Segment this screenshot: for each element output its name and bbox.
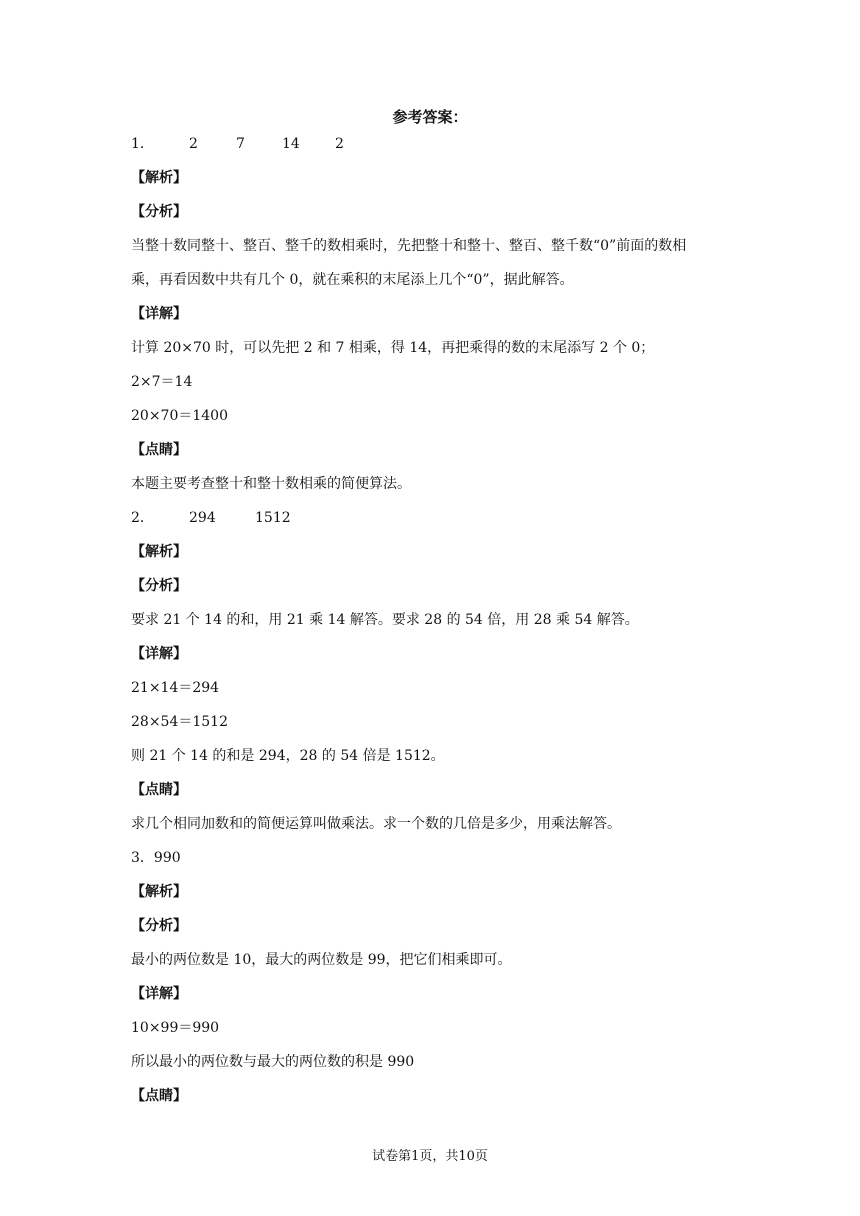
q1-comment: 本题主要考查整十和整十数相乘的简便算法。 [131, 476, 411, 492]
q3-dianjing-heading: 【点睛】 [131, 1088, 187, 1104]
q3-detail-line-2: 所以最小的两位数与最大的两位数的积是 990 [131, 1054, 415, 1070]
q1-answer-3: 14 [282, 136, 300, 152]
q3-number: 3． [131, 850, 154, 866]
q3-xiangjie-heading: 【详解】 [131, 986, 187, 1002]
q2-dianjing-heading: 【点睛】 [131, 782, 187, 798]
q3-detail-line-1: 10×99＝990 [131, 1020, 220, 1036]
q1-number: 1． [131, 136, 154, 152]
q1-detail-line-2: 2×7＝14 [131, 374, 193, 390]
q1-detail-line-1: 计算 20×70 时，可以先把 2 和 7 相乘，得 14，再把乘得的数的末尾添写 2 个 0； [131, 340, 655, 356]
page-footer: 试卷第1页，共10页 [372, 1149, 488, 1164]
q1-answer-1: 2 [189, 136, 198, 152]
q2-detail-line-1: 21×14＝294 [131, 680, 220, 696]
q1-fenxi-heading: 【分析】 [131, 204, 187, 220]
q2-jiexi-heading: 【解析】 [131, 544, 187, 560]
q2-xiangjie-heading: 【详解】 [131, 646, 187, 662]
q3-answer-line [131, 847, 181, 869]
q2-comment: 求几个相同加数和的简便运算叫做乘法。求一个数的几倍是多少，用乘法解答。 [131, 816, 621, 832]
q1-dianjing-heading: 【点睛】 [131, 442, 187, 458]
q2-fenxi-heading: 【分析】 [131, 578, 187, 594]
q1-xiangjie-heading: 【详解】 [131, 306, 187, 322]
page-title: 参考答案： [392, 108, 468, 126]
q1-analysis-line-2: 乘，再看因数中共有几个 0，就在乘积的末尾添上几个“0”，据此解答。 [131, 272, 574, 288]
q2-answer-2: 1512 [255, 510, 291, 526]
q3-fenxi-heading: 【分析】 [131, 918, 187, 934]
q2-detail-line-3: 则 21 个 14 的和是 294，28 的 54 倍是 1512。 [131, 748, 445, 764]
q2-detail-line-2: 28×54＝1512 [131, 714, 228, 730]
q1-analysis-line-1: 当整十数同整十、整百、整千的数相乘时，先把整十和整十、整百、整千数“0”前面的数相 [131, 238, 687, 254]
q3-analysis: 最小的两位数是 10，最大的两位数是 99，把它们相乘即可。 [131, 952, 512, 968]
q1-detail-line-3: 20×70＝1400 [131, 408, 228, 424]
q1-answer-2: 7 [236, 136, 245, 152]
q1-answer-line [131, 133, 344, 155]
q3-jiexi-heading: 【解析】 [131, 884, 187, 900]
q3-answer: 990 [153, 850, 181, 866]
q1-jiexi-heading: 【解析】 [131, 170, 187, 186]
q2-analysis: 要求 21 个 14 的和，用 21 乘 14 解答。要求 28 的 54 倍，用 28 乘 54 解答。 [131, 612, 639, 628]
q1-answer-4: 2 [335, 136, 344, 152]
q2-answer-1: 294 [189, 510, 216, 526]
q2-answer-line [131, 507, 291, 529]
q2-number: 2． [131, 510, 154, 526]
